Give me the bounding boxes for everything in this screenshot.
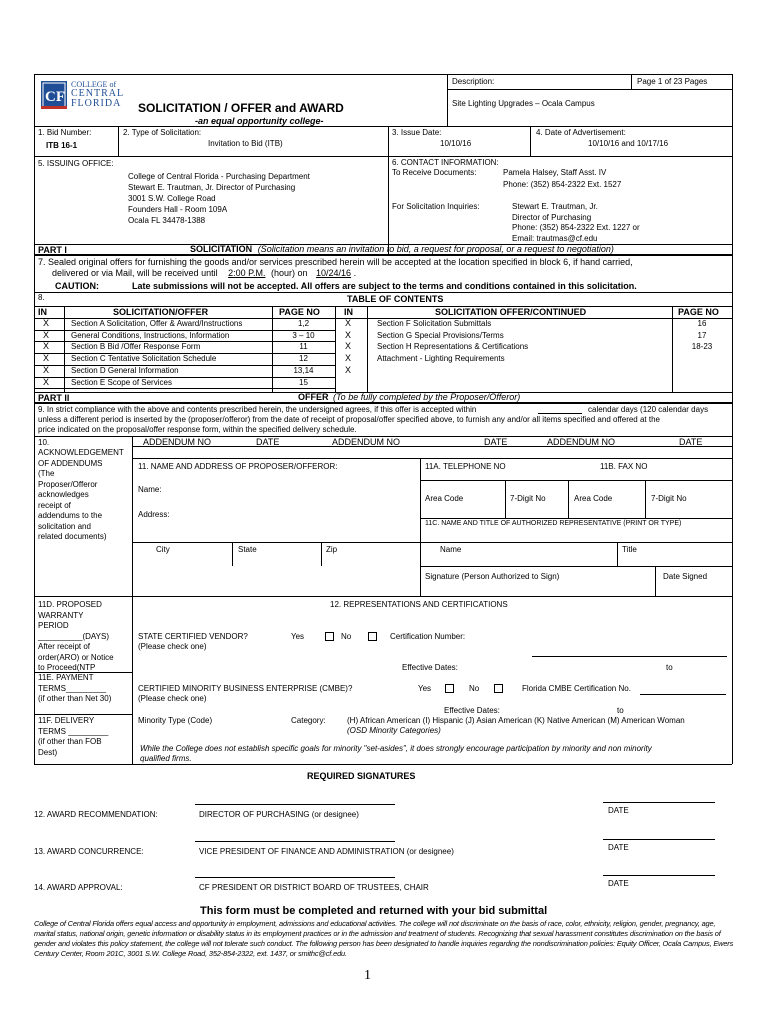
cert-number-field[interactable] bbox=[532, 656, 727, 657]
toc-mark: X bbox=[43, 364, 50, 375]
vendor-yes-checkbox[interactable] bbox=[325, 632, 334, 641]
toc-page-number: 16 bbox=[697, 319, 707, 328]
frame-line bbox=[34, 292, 732, 293]
toc-section-title: Section D General Information bbox=[71, 365, 179, 375]
item9-line2: unless a different period is inserted by the (proposer/offeror) from the date of receipt of proposal/offer specified above, to furnish any and/or all items specified and offered at the bbox=[38, 415, 660, 424]
addenda-side-line: Proposer/Offeror bbox=[38, 479, 98, 489]
contact-label: 6. CONTACT INFORMATION: bbox=[392, 158, 499, 167]
phone-digits-label: 7-Digit No bbox=[510, 494, 546, 503]
frame-line bbox=[732, 596, 733, 764]
signature-role: VICE PRESIDENT OF FINANCE AND ADMINISTRATION (or designee) bbox=[199, 847, 454, 856]
signature-date-label: DATE bbox=[608, 879, 629, 888]
item7-line2: delivered or via Mail, will be received until 2:00 P.M. (hour) on 10/24/16 . bbox=[52, 268, 357, 278]
toc-mark: X bbox=[43, 341, 50, 352]
warranty-line: After receipt of bbox=[38, 642, 91, 651]
frame-line bbox=[64, 306, 65, 392]
frame-line bbox=[388, 126, 389, 254]
rep-title-label: Title bbox=[622, 545, 637, 554]
addenda-side-line: OF ADDENDUMS bbox=[38, 458, 103, 468]
payment-line: 11E. PAYMENT bbox=[38, 673, 94, 682]
frame-line bbox=[34, 254, 732, 256]
representations-title: 12. REPRESENTATIONS AND CERTIFICATIONS bbox=[330, 600, 508, 609]
item7-text-a: delivered or via Mail, will be received until bbox=[52, 268, 218, 278]
inquiries-label: For Solicitation Inquiries: bbox=[392, 202, 480, 211]
frame-line bbox=[34, 156, 732, 157]
warranty-line: 11D. PROPOSED bbox=[38, 600, 102, 609]
warranty-line: PERIOD bbox=[38, 621, 69, 630]
payment-terms bbox=[38, 673, 111, 705]
minority-type-label: Minority Type (Code) bbox=[138, 716, 213, 725]
toc-section-title: Section H Representations & Certifications bbox=[377, 342, 529, 352]
item7-text-b: (hour) on bbox=[270, 268, 308, 278]
toc-page-number: 1,2 bbox=[297, 319, 310, 328]
frame-line bbox=[34, 74, 35, 254]
subtitle: -an equal opportunity college- bbox=[195, 116, 324, 126]
page-number: 1 bbox=[364, 968, 371, 983]
toc-mark: X bbox=[43, 353, 50, 364]
delivery-terms bbox=[38, 716, 108, 758]
offer-note: (To be fully completed by the Proposer/Offeror) bbox=[333, 392, 521, 402]
frame-line bbox=[420, 458, 421, 596]
addenda-side-line: ACKNOWLEDGEMENT bbox=[38, 448, 124, 457]
signature-label: Signature (Person Authorized to Sign) bbox=[425, 572, 560, 581]
minority-note-2: qualified firms. bbox=[140, 754, 192, 763]
frame-line bbox=[34, 74, 732, 75]
receive-documents-label: To Receive Documents: bbox=[392, 168, 477, 177]
solicitation-type: Invitation to Bid (ITB) bbox=[208, 139, 283, 148]
frame-line bbox=[132, 596, 133, 764]
frame-line bbox=[34, 596, 732, 597]
toc-mark: X bbox=[43, 318, 50, 328]
proposer-heading: 11. NAME AND ADDRESS OF PROPOSER/OFFEROR: bbox=[138, 462, 338, 471]
frame-line bbox=[568, 480, 569, 518]
frame-line bbox=[34, 764, 732, 765]
frame-line bbox=[321, 542, 322, 566]
toc-mark: X bbox=[43, 329, 50, 340]
payment-line: (if other than Net 30) bbox=[38, 694, 112, 703]
fax-area-code-label: Area Code bbox=[574, 494, 613, 503]
effective-to-label-2: to bbox=[617, 706, 624, 715]
toc-section-title: Section C Tentative Solicitation Schedule bbox=[71, 354, 217, 364]
item9-text-b: calendar days (120 calendar days bbox=[588, 405, 709, 414]
signature-date-line[interactable] bbox=[603, 802, 715, 803]
authorized-rep-label: 11C. NAME AND TITLE OF AUTHORIZED REPRESENTATIVE (PRINT OR TYPE) bbox=[425, 520, 682, 527]
addendum-col: ADDENDUM NO bbox=[547, 437, 616, 447]
cmbe-no-checkbox[interactable] bbox=[494, 684, 503, 693]
addendum-col: ADDENDUM NO bbox=[143, 437, 212, 447]
description-label: Description: bbox=[452, 77, 495, 86]
addendum-col: DATE bbox=[484, 437, 508, 447]
inquiries-contact bbox=[512, 202, 640, 244]
issue-date-label: 3. Issue Date: bbox=[392, 128, 442, 137]
frame-line bbox=[732, 254, 733, 392]
part1-label: PART I bbox=[38, 245, 67, 255]
cert-number-label: Certification Number: bbox=[390, 632, 466, 641]
frame-line bbox=[335, 306, 336, 392]
toc-mark: X bbox=[345, 364, 352, 375]
addenda-side-line: related documents) bbox=[38, 532, 107, 541]
toc-page-number: 12 bbox=[299, 354, 308, 364]
toc-section-title: Section G Special Provisions/Terms bbox=[377, 330, 504, 340]
frame-line bbox=[132, 458, 732, 459]
addenda-side-line: receipt of bbox=[38, 500, 71, 510]
solicitation-note: (Solicitation means an invitation to bid, a request for proposal, or a request to negotiation) bbox=[257, 244, 614, 254]
toc-section-title: Section E Scope of Services bbox=[71, 377, 172, 387]
signature-line[interactable] bbox=[195, 841, 395, 842]
frame-line bbox=[118, 126, 119, 156]
toc-title: TABLE OF CONTENTS bbox=[347, 294, 444, 304]
cmbe-label: CERTIFIED MINORITY BUSINESS ENTERPRISE (CMBE)? bbox=[138, 684, 353, 693]
toc-page-number: 3 – 10 bbox=[292, 330, 315, 340]
cf-logo-icon bbox=[41, 81, 67, 109]
toc-section-title: Section B Bid /Offer Response Form bbox=[71, 342, 201, 352]
warranty-line: to Proceed(NTP bbox=[38, 663, 96, 672]
osd-categories: (OSD Minority Categories) bbox=[347, 726, 441, 735]
caution-text: Late submissions will not be accepted. All offers are subject to the terms and conditions contained in this solicitation. bbox=[132, 281, 637, 291]
offer-word: OFFER bbox=[298, 392, 329, 402]
addendum-col: ADDENDUM NO bbox=[332, 437, 401, 447]
cmbe-yes-checkbox[interactable] bbox=[445, 684, 454, 693]
toc-section-title: Section A Solicitation, Offer & Award/Instructions bbox=[71, 319, 243, 328]
college-logo bbox=[41, 80, 129, 110]
frame-line bbox=[420, 518, 732, 519]
warranty-line: __________(DAYS) bbox=[38, 631, 110, 641]
frame-line bbox=[34, 596, 35, 764]
logo-text-1: COLLEGE of bbox=[71, 80, 117, 89]
toc-mark: X bbox=[345, 341, 352, 352]
please-check-label: (Please check one) bbox=[138, 642, 207, 651]
city-label: City bbox=[156, 545, 170, 554]
vendor-no-checkbox[interactable] bbox=[368, 632, 377, 641]
frame-line bbox=[631, 74, 632, 89]
signature-date-label: DATE bbox=[608, 843, 629, 852]
delivery-line: (if other than FOB bbox=[38, 737, 102, 746]
issuing-line: College of Central Florida - Purchasing Department bbox=[128, 172, 310, 181]
deadline-date: 10/24/16 bbox=[316, 268, 352, 278]
name-label: Name: bbox=[138, 485, 162, 494]
frame-line bbox=[34, 392, 35, 596]
category-value: (H) African American (I) Hispanic (J) Asian American (K) Native American (M) American Woman bbox=[347, 716, 685, 725]
solicitation-heading bbox=[190, 244, 614, 254]
inquiries-line: Director of Purchasing bbox=[512, 212, 592, 222]
solicitation-type-label: 2. Type of Solicitation: bbox=[123, 128, 202, 137]
frame-line bbox=[655, 566, 656, 596]
receive-contact-name: Pamela Halsey, Staff Asst. IV bbox=[503, 168, 607, 177]
issuing-line: Stewart E. Trautman, Jr. Director of Purchasing bbox=[128, 183, 296, 192]
inquiries-email[interactable]: Email: trautmas@cf.edu bbox=[512, 233, 598, 243]
toc-page-header-2: PAGE NO bbox=[678, 307, 719, 317]
part2-label: PART II bbox=[38, 393, 70, 403]
fax-digits-label: 7-Digit No bbox=[651, 494, 687, 503]
frame-line bbox=[132, 542, 732, 543]
toc-number: 8. bbox=[38, 293, 45, 302]
inquiries-line: Phone: (352) 854-2322 Ext. 1227 or bbox=[512, 223, 640, 232]
toc-section-title: General Conditions, Instructions, Information bbox=[71, 330, 230, 340]
addenda-number: 10. bbox=[38, 438, 50, 447]
receive-contact-phone: Phone: (352) 854-2322 Ext. 1527 bbox=[503, 180, 622, 189]
advertisement-date: 10/10/16 and 10/17/16 bbox=[588, 139, 669, 148]
signature-date-line[interactable] bbox=[603, 839, 715, 840]
vendor-no-label: No bbox=[341, 632, 352, 641]
addenda-side-line: acknowledges bbox=[38, 490, 89, 499]
fax-label: 11B. FAX NO bbox=[600, 462, 648, 471]
solicitation-word: SOLICITATION bbox=[190, 244, 253, 254]
signature-label: 12. AWARD RECOMMENDATION: bbox=[34, 810, 158, 819]
frame-line bbox=[367, 306, 368, 392]
date-signed-label: Date Signed bbox=[663, 572, 708, 581]
effective-to-label: to bbox=[666, 663, 673, 672]
payment-line: TERMS_________ bbox=[38, 683, 107, 693]
description-value: Site Lighting Upgrades – Ocala Campus bbox=[452, 99, 595, 108]
frame-line bbox=[232, 542, 233, 566]
toc-right-header: SOLICITATION OFFER/CONTINUED bbox=[435, 307, 587, 317]
warranty-line: order(ARO) or Notice bbox=[38, 652, 114, 662]
caution-label: CAUTION: bbox=[55, 281, 99, 291]
toc-section-title: Attachment - Lighting Requirements bbox=[377, 354, 505, 364]
effective-dates-label: Effective Dates: bbox=[402, 663, 458, 672]
toc-mark: X bbox=[345, 353, 352, 364]
toc-page-number: 18-23 bbox=[691, 342, 713, 352]
delivery-line: TERMS _________ bbox=[38, 726, 109, 736]
frame-line bbox=[34, 254, 35, 392]
frame-line bbox=[732, 74, 733, 254]
svg-text:CF: CF bbox=[45, 89, 65, 105]
bid-number: ITB 16-1 bbox=[46, 141, 78, 150]
delivery-line: 11F. DELIVERY bbox=[38, 716, 95, 725]
frame-line bbox=[420, 480, 732, 481]
warranty-line: WARRANTY bbox=[38, 610, 84, 620]
vendor-yes-label: Yes bbox=[291, 632, 305, 641]
required-signatures-title: REQUIRED SIGNATURES bbox=[307, 771, 416, 781]
signature-label: 14. AWARD APPROVAL: bbox=[34, 883, 123, 892]
item9-line3: price indicated on the proposal/offer response form, within the specified delivery schedule. bbox=[38, 425, 357, 434]
minority-note-1: While the College does not establish specific goals for minority "set-asides", it does strongly encourage participation by minority and non minority bbox=[140, 744, 652, 753]
eeo-statement: College of Central Florida offers equal access and opportunity in employment, admissions and educational activities. The college will not discriminate on the basis of race, color, ethnicity, religion, gender, pregnancy, age, marital status, national origin, genetic information or disability status in its employment practices or in the admission and treatment of students. Recognizing that sexual harassment constitutes discrimination on the basis of gender and violates this policy statement, the college will not tolerate such conduct. The following person has been designated to handle inquiries regarding the nondiscrimination policies: Equity Officer, Ocala Campus, Ewers Century Center, Room 201C, 3001 S.W. College Road, 352-854-2322, ext. 1437, or smithc@cf.edu. bbox=[34, 919, 734, 958]
frame-line bbox=[530, 126, 531, 156]
addendum-col: DATE bbox=[256, 437, 280, 447]
addenda-side-text bbox=[38, 448, 124, 543]
toc-mark: X bbox=[43, 376, 50, 387]
area-code-label: Area Code bbox=[425, 494, 464, 503]
telephone-label: 11A. TELEPHONE NO bbox=[425, 462, 506, 471]
zip-label: Zip bbox=[326, 545, 338, 554]
signature-date-line[interactable] bbox=[603, 875, 715, 876]
issuing-line: 3001 S.W. College Road bbox=[128, 194, 216, 203]
frame-line bbox=[34, 126, 732, 127]
fl-cmbe-label: Florida CMBE Certification No. bbox=[522, 684, 631, 693]
toc-mark: X bbox=[345, 318, 352, 328]
frame-line bbox=[132, 436, 133, 596]
logo-text-2: CENTRAL bbox=[71, 88, 125, 99]
frame-line bbox=[617, 542, 618, 566]
cmbe-yes-label: Yes bbox=[418, 684, 432, 693]
frame-line bbox=[34, 714, 132, 715]
addenda-side-line: addendums to the bbox=[38, 511, 103, 520]
toc-page-number: 11 bbox=[299, 342, 308, 352]
page-title: SOLICITATION / OFFER and AWARD bbox=[138, 101, 344, 115]
rep-name-label: Name bbox=[440, 545, 462, 554]
addendum-col: DATE bbox=[679, 437, 703, 447]
frame-line bbox=[732, 392, 733, 596]
delivery-line: Dest) bbox=[38, 747, 58, 757]
frame-line bbox=[34, 388, 335, 389]
frame-line bbox=[447, 74, 448, 126]
signature-role: DIRECTOR OF PURCHASING (or designee) bbox=[199, 810, 359, 819]
signature-line[interactable] bbox=[195, 804, 395, 805]
addenda-side-line: (The bbox=[38, 469, 55, 478]
issuing-office-label: 5. ISSUING OFFICE: bbox=[38, 159, 114, 168]
frame-line bbox=[447, 89, 732, 90]
frame-line bbox=[505, 480, 506, 518]
addenda-side-line: solicitation and bbox=[38, 521, 91, 531]
frame-line bbox=[420, 566, 732, 567]
signature-date-label: DATE bbox=[608, 806, 629, 815]
frame-line bbox=[132, 446, 732, 447]
toc-left-header: SOLICITATION/OFFER bbox=[113, 307, 209, 317]
fl-cmbe-field[interactable] bbox=[640, 694, 726, 695]
issue-date: 10/10/16 bbox=[440, 139, 472, 148]
deadline-time: 2:00 P.M. bbox=[228, 268, 266, 278]
issuing-line: Founders Hall - Room 109A bbox=[128, 205, 228, 214]
calendar-days-field[interactable] bbox=[538, 413, 582, 414]
state-vendor-label: STATE CERTIFIED VENDOR? bbox=[138, 632, 248, 641]
item7-line1: 7. Sealed original offers for furnishing the goods and/or services prescribed herein will be accepted at the location specified in block 6, if hand carried, bbox=[38, 257, 633, 267]
offer-heading bbox=[298, 392, 520, 402]
advertisement-date-label: 4. Date of Advertisement: bbox=[536, 128, 626, 137]
toc-page-number: 15 bbox=[299, 377, 308, 387]
logo-text-3: FLORIDA bbox=[71, 98, 122, 109]
toc-page-header: PAGE NO bbox=[279, 307, 320, 317]
state-label: State bbox=[238, 545, 257, 554]
toc-in-header: IN bbox=[38, 307, 47, 317]
toc-in-header-2: IN bbox=[344, 307, 353, 317]
submittal-notice: This form must be completed and returned with your bid submittal bbox=[200, 905, 548, 917]
please-check-label-2: (Please check one) bbox=[138, 694, 207, 703]
address-label: Address: bbox=[138, 510, 170, 519]
cmbe-no-label: No bbox=[469, 684, 480, 693]
toc-section-title: Section F Solicitation Submittals bbox=[377, 319, 492, 328]
issuing-line: Ocala FL 34478-1388 bbox=[128, 216, 206, 225]
warranty-period bbox=[38, 600, 114, 674]
toc-page-number: 13,14 bbox=[293, 365, 314, 375]
bid-number-label: 1. Bid Number: bbox=[38, 128, 92, 137]
page-info: Page 1 of 23 Pages bbox=[637, 77, 708, 86]
frame-line bbox=[34, 402, 732, 404]
frame-line bbox=[645, 480, 646, 518]
issuing-office-address bbox=[128, 171, 310, 226]
toc-mark: X bbox=[345, 329, 352, 340]
inquiries-line: Stewart E. Trautman, Jr. bbox=[512, 202, 598, 211]
signature-role: CF PRESIDENT OR DISTRICT BOARD OF TRUSTEES, CHAIR bbox=[199, 883, 429, 892]
category-label: Category: bbox=[291, 716, 326, 725]
signature-line[interactable] bbox=[195, 877, 395, 878]
toc-page-number: 17 bbox=[697, 330, 707, 340]
signature-label: 13. AWARD CONCURRENCE: bbox=[34, 847, 144, 856]
item9-text-a: 9. In strict compliance with the above and contents prescribed herein, the undersigned agrees, if this offer is accepted within bbox=[38, 405, 477, 414]
effective-dates-label-2: Effective Dates: bbox=[444, 706, 500, 715]
